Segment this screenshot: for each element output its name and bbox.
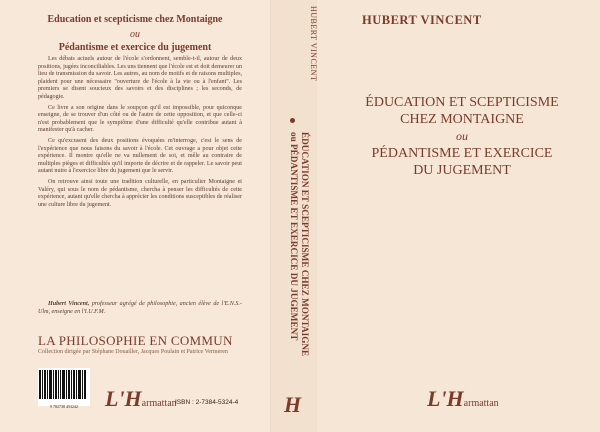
collection-directors: Collection dirigée par Stéphane Douailler, Jacques Poulain et Patrice Vermeren (38, 349, 228, 355)
bio-role: professeur agrégé de philosophie, ancien élève de l'E.N.S.-Ulm, enseigne en l'I.U.F.M. (38, 301, 242, 315)
spine-logo-mark: H (284, 392, 302, 417)
spine-title (282, 132, 310, 382)
blurb-paragraph: Ce qu'excusent des deux positions évoquées m'interroge, c'est le sens de l'expérience que nous faisons du savoir à l'école. Cet ouvrage a pour objet cette expérience. Il montre qu'elle ne va nullement de soi, et mêle au contraire de multiples pièges et difficultés qu'il importe de décrire et de rappeler. Le savoir peut autant nuire à l'exercice libre du jugement que le servir. (38, 137, 242, 175)
front-content (317, 0, 600, 432)
front-ou: ou (456, 129, 468, 143)
front-title-line: CHEZ MONTAIGNE (400, 112, 524, 127)
front-title-line: ÉDUCATION ET SCEPTICISME (365, 95, 559, 110)
spine-bullet (290, 118, 295, 123)
front-title (342, 94, 582, 179)
spine-title-line: ÉDUCATION ET SCEPTICISME CHEZ MONTAIGNE (300, 132, 310, 357)
front-title-line: PÉDANTISME ET EXERCICE (371, 146, 553, 161)
front-title-line: DU JUGEMENT (413, 163, 511, 178)
publisher-logo-text: armattan (141, 398, 177, 409)
front-logo-text: armattan (463, 398, 499, 409)
blurb-paragraph: On retrouve ainsi toute une tradition culturelle, en particulier Montaigne et Valéry, qui sous le nom de pédantisme, chercha à penser les difficultés de cette expérience, autant qu'elle chercha à apprécier les conditions susceptibles de réaliser une culture libre du jugement. (38, 178, 242, 208)
front-author: HUBERT VINCENT (362, 13, 482, 27)
collection-name: LA PHILOSOPHIE EN COMMUN (38, 333, 233, 348)
front-logo-mark: L'H (427, 386, 464, 411)
back-blurb (38, 56, 242, 212)
back-title: Education et scepticisme chez Montaigne (47, 14, 223, 25)
spine-title-line: ou PÉDANTISME ET EXERCICE DU JUGEMENT (289, 132, 299, 341)
publisher-logo-back (105, 386, 177, 412)
barcode-number: 9 782738 453242 (50, 404, 78, 409)
publisher-logo-mark: L'H (105, 386, 142, 411)
back-subtitle: Pédantisme et exercice du jugement (58, 42, 212, 53)
author-bio (38, 301, 242, 316)
barcode (38, 368, 90, 406)
spine-author: HUBERT VINCENT (309, 6, 318, 82)
publisher-logo-front (427, 386, 499, 412)
blurb-paragraph: Ce livre a son origine dans le soupçon qu'il est impossible, pour quiconque enseigne, de se trouver d'un côté ou de l'autre de cette opposition, et que celle-ci n'est probablement que le symptôme d'une difficulté qu'elle contribue autant à manifester qu'à cacher. (38, 104, 242, 134)
back-ou: ou (130, 29, 140, 40)
spine-content (270, 0, 317, 432)
blurb-paragraph: Les débats actuels autour de l'école s'ordonnent, semble-t-il, autour de deux positions, jugées inconciliables. Les uns tiennent que l'école est et doit demeurer un lieu de transmission du savoir. Les autres, au nom de motifs et de raisons multiples, plaident pour une nécessaire "ouverture de l'école à la vie ou à l'enfant". Les premiers se disent soucieux des savoirs et des disciplines ; les seconds, de pédagogie. (38, 56, 242, 100)
bio-name: Hubert Vincent, (48, 301, 90, 307)
publisher-logo-spine (284, 392, 301, 418)
isbn: ISBN : 2-7384-5324-4 (175, 399, 239, 406)
